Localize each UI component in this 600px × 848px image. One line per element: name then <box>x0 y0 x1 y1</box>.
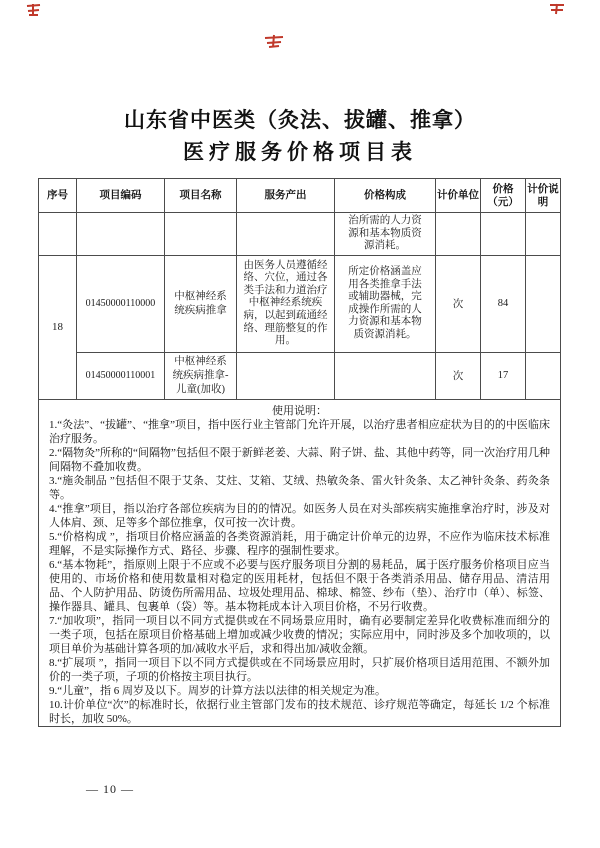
carryover-service-cell <box>237 213 335 256</box>
price-table <box>38 178 561 727</box>
usage-note-5: 5.“价格构成 ”，指项目价格应涵盖的各类资源消耗，用于确定计价单元的边界，不应作为临床技术标准理解，不是实际操作方式、路径、步骤、程序的强制性要求。 <box>49 530 550 557</box>
row18-sub-service-cell <box>237 352 335 399</box>
carryover-name-cell <box>165 213 237 256</box>
carryover-unit-cell <box>436 213 481 256</box>
document-title-line1: 山东省中医类（灸法、拔罐、推拿） <box>124 108 476 132</box>
row18-main-name: 中枢神经系统疾病推拿 <box>165 255 237 352</box>
row18-sub-name: 中枢神经系统疾病推拿-儿童(加收) <box>165 352 237 399</box>
row18-sub-price: 17 <box>481 352 526 399</box>
usage-note-2: 2.“隔物灸”所称的“间隔物”包括但不限于新鲜老姜、大蒜、附子饼、盐、其他中药等，同一次治疗用几种间隔物不叠加收费。 <box>49 446 550 473</box>
row18-main-unit: 次 <box>436 255 481 352</box>
header-note: 计价说明 <box>526 179 561 213</box>
row18-main-price: 84 <box>481 255 526 352</box>
red-ink-mark <box>24 2 44 19</box>
usage-note-8: 8.“扩展项 ”，指同一项目下以不同方式提供或在不同场景应用时，只扩展价格项目适用范围、不额外加价的一类子项，子项的价格按主项目执行。 <box>49 656 550 683</box>
carryover-row <box>39 213 561 256</box>
row18-main-price-composition: 所定价格涵盖应用各类推拿手法或辅助器械，完成操作所需的人力资源和基本物质资源消耗。 <box>335 255 436 352</box>
table-header-row <box>39 179 561 213</box>
row18-seq: 18 <box>39 255 77 399</box>
row18-sub-unit: 次 <box>436 352 481 399</box>
row18-sub-composition-cell <box>335 352 436 399</box>
usage-note-4: 4.“推拿”项目，指以治疗各部位疾病为目的的情况。如医务人员在对头部疾病实施推拿治疗时，涉及对人体肩、颈、足等多个部位推拿，仅可按一次计费。 <box>49 502 550 529</box>
header-price: 价格（元） <box>481 179 526 213</box>
usage-notes-heading: 使用说明： <box>272 404 327 417</box>
row18-sub-note-cell <box>526 352 561 399</box>
usage-notes-cell <box>39 399 561 726</box>
header-name: 项目名称 <box>165 179 237 213</box>
row18-sub-code: 01450000110001 <box>77 352 165 399</box>
table-row-18-sub <box>39 352 561 399</box>
carryover-note-cell <box>526 213 561 256</box>
document-title <box>0 104 600 168</box>
carryover-price-composition: 治所需的人力资源和基本物质资源消耗。 <box>335 213 436 256</box>
usage-note-10: 10.计价单位“次”的标准时长，依据行业主管部门发布的技术规范、诊疗规范等确定，每延长 1/2 个标准时长，加收 50%。 <box>49 698 550 725</box>
document-title-line2: 医疗服务价格项目表 <box>183 140 417 164</box>
carryover-seq-cell <box>39 213 77 256</box>
header-code: 项目编码 <box>77 179 165 213</box>
carryover-price-cell <box>481 213 526 256</box>
header-price-composition: 价格构成 <box>335 179 436 213</box>
red-ink-mark <box>547 2 567 17</box>
carryover-code-cell <box>77 213 165 256</box>
table-row-18-main <box>39 255 561 352</box>
red-ink-mark <box>263 33 285 50</box>
usage-note-6: 6.“基本物耗”，指原则上限于不应或不必要与医疗服务项目分割的易耗品，属于医疗服务价格项目应当使用的、市场价格和使用数量相对稳定的医用耗材，包括但不限于各类消杀用品、储存用品、清洁用品、个人防护用品、防烫伤所需用品、垃圾处理用品、棉球、棉签、纱布（垫）、治疗巾（单）、标签、操作器具、罐具、包裹单（袋）等。基本物耗成本计入项目价格，不另行收费。 <box>49 558 550 613</box>
row18-main-code: 01450000110000 <box>77 255 165 352</box>
header-seq: 序号 <box>39 179 77 213</box>
header-unit: 计价单位 <box>436 179 481 213</box>
row18-main-service-output: 由医务人员遵循经络、穴位，通过各类手法和力道治疗中枢神经系统疾病，以起到疏通经络、理筋整复的作用。 <box>237 255 335 352</box>
usage-notes-row <box>39 399 561 726</box>
page-number: — 10 — <box>86 782 134 796</box>
usage-note-7: 7.“加收项”，指同一项目以不同方式提供或在不同场景应用时，确有必要制定差异化收费标准而细分的一类子项，包括在原项目价格基础上增加或减少收费的情况；实际应用中，同时涉及多个加收项的，以项目单价为基础计算各项的加/减收水平后，求和得出加/减收金额。 <box>49 614 550 655</box>
usage-note-3: 3.“施灸制品 ”包括但不限于艾条、艾炷、艾箱、艾绒、热敏灸条、雷火针灸条、太乙神针灸条、药灸条等。 <box>49 474 550 501</box>
usage-note-9: 9.“儿童”，指 6 周岁及以下。周岁的计算方法以法律的相关规定为准。 <box>49 684 387 697</box>
header-service-output: 服务产出 <box>237 179 335 213</box>
row18-main-note-cell <box>526 255 561 352</box>
usage-note-1: 1.“灸法”、“拔罐”、“推拿”项目，指中医行业主管部门允许开展，以治疗患者相应症状为目的的中医临床治疗服务。 <box>49 418 550 445</box>
